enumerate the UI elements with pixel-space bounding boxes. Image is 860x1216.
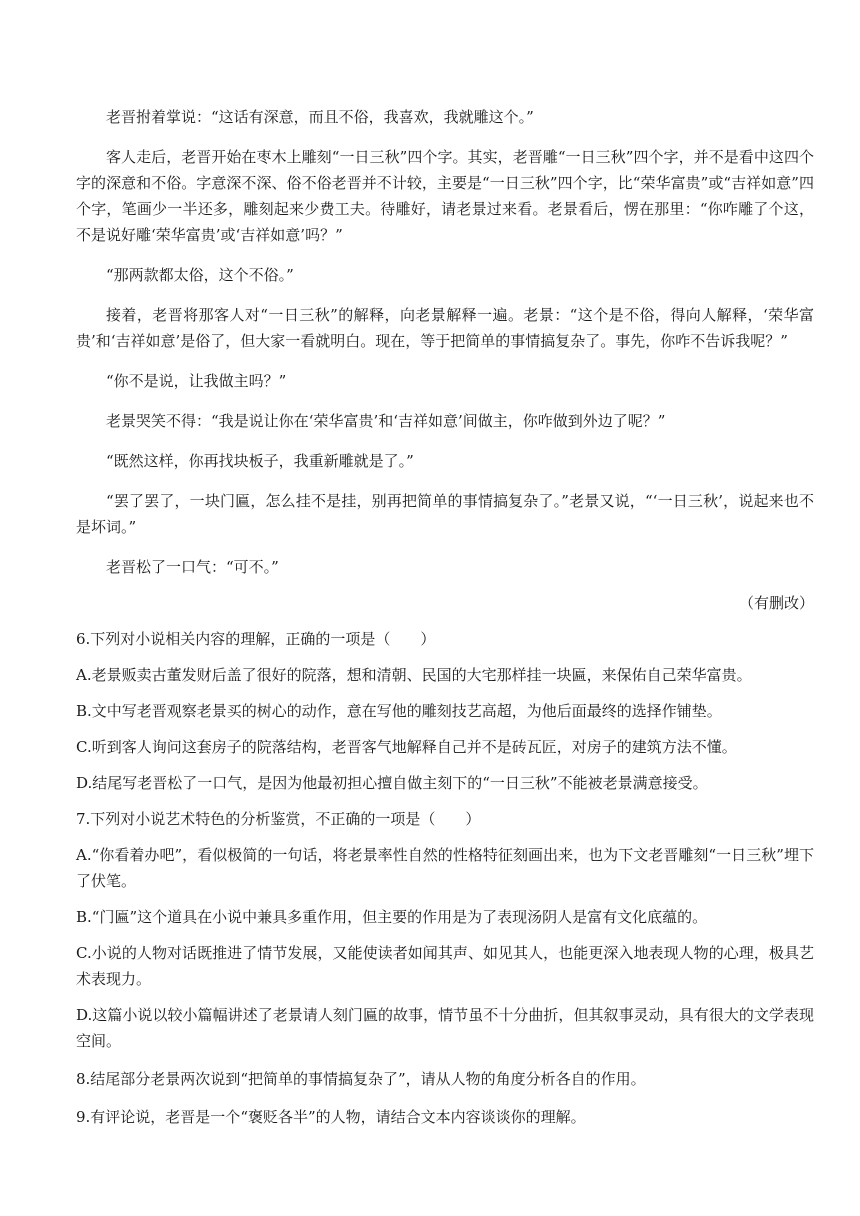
question-option-d: D.结尾写老晋松了一口气，是因为他最初担心擅自做主刻下的“一日三秋”不能被老景满意接受。 bbox=[76, 774, 708, 792]
question-option-b: B.文中写老晋观察老景买的树心的动作，意在写他的雕刻技艺高超，为他后面最终的选择作铺垫。 bbox=[76, 702, 722, 720]
story-paragraph: “罢了罢了，一块门匾，怎么挂不是挂，别再把简单的事情搞复杂了。”老景又说，“‘一日三秋’，说起来也不是坏词。” bbox=[76, 492, 814, 536]
question-7 bbox=[76, 806, 814, 1054]
question-option-c: C.小说的人物对话既推进了情节发展，又能使读者如闻其声、如见其人，也能更深入地表现人物的心理，极具艺术表现力。 bbox=[76, 944, 814, 988]
question-6 bbox=[76, 626, 814, 796]
question-8: 8.结尾部分老景两次说到“把简单的事情搞复杂了”，请从人物的角度分析各自的作用。 bbox=[76, 1070, 646, 1088]
source-note: （有删改） bbox=[738, 594, 814, 612]
story-paragraph: “你不是说，让我做主吗？” bbox=[106, 372, 287, 390]
story-paragraph: 老景哭笑不得：“我是说让你在‘荣华富贵’和‘吉祥如意’间做主，你咋做到外边了呢？” bbox=[106, 412, 666, 430]
question-option-a: A.老景贩卖古董发财后盖了很好的院落，想和清朝、民国的大宅那样挂一块匾，来保佑自己荣华富贵。 bbox=[76, 666, 752, 684]
story-paragraph: “既然这样，你再找块板子，我重新雕就是了。” bbox=[106, 452, 414, 470]
question-9: 9.有评论说，老晋是一个“褒贬各半”的人物，请结合文本内容谈谈你的理解。 bbox=[76, 1108, 586, 1126]
question-option-d: D.这篇小说以较小篇幅讲述了老景请人刻门匾的故事，情节虽不十分曲折，但其叙事灵动，具有很大的文学表现空间。 bbox=[76, 1006, 814, 1050]
question-option-b: B.“门匾”这个道具在小说中兼具多重作用，但主要的作用是为了表现汤阴人是富有文化底蕴的。 bbox=[76, 908, 708, 926]
question-stem: 6.下列对小说相关内容的理解，正确的一项是（ ） bbox=[76, 630, 436, 648]
story-excerpt bbox=[76, 104, 814, 580]
story-paragraph: 老晋松了一口气：“可不。” bbox=[106, 558, 279, 576]
story-paragraph: 客人走后，老晋开始在枣木上雕刻“一日三秋”四个字。其实，老晋雕“一日三秋”四个字，并不是看中这四个字的深意和不俗。字意深不深、俗不俗老晋并不计较，主要是“一日三秋”四个字，比“荣华富贵”或“吉祥如意”四个字，笔画少一半还多，雕刻起来少费工夫。待雕好，请老景过来看。老景看后，愣在那里：“你咋雕了个这，不是说好雕‘荣华富贵’或‘吉祥如意’吗？” bbox=[76, 148, 814, 244]
question-option-a: A.“你看着办吧”，看似极简的一句话，将老景率性自然的性格特征刻画出来，也为下文老晋雕刻“一日三秋”埋下了伏笔。 bbox=[76, 846, 814, 890]
question-stem: 7.下列对小说艺术特色的分析鉴赏，不正确的一项是（ ） bbox=[76, 810, 481, 828]
question-option-c: C.听到客人询问这套房子的院落结构，老晋客气地解释自己并不是砖瓦匠，对房子的建筑方法不懂。 bbox=[76, 738, 737, 756]
story-paragraph: “那两款都太俗，这个不俗。” bbox=[106, 266, 294, 284]
story-paragraph: 老晋拊着掌说：“这话有深意，而且不俗，我喜欢，我就雕这个。” bbox=[106, 108, 534, 126]
questions-section bbox=[76, 626, 814, 1130]
story-paragraph: 接着，老晋将那客人对“一日三秋”的解释，向老景解释一遍。老景：“这个是不俗，得向人解释，‘荣华富贵’和‘吉祥如意’是俗了，但大家一看就明白。现在，等于把简单的事情搞复杂了。事先，你咋不告诉我呢？” bbox=[76, 306, 814, 350]
